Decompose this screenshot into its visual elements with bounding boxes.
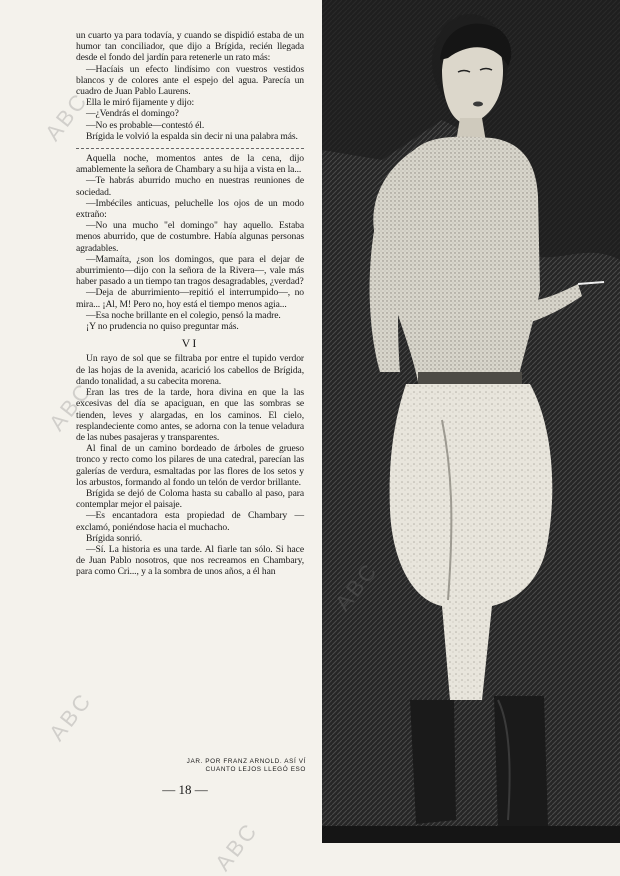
paragraph: Brígida le volvió la espalda sin decir ni una palabra más.	[86, 130, 298, 142]
section-divider	[76, 148, 304, 149]
paragraph: Un rayo de sol que se filtraba por entre el tupido verdor de las hojas de la avenida, acarició los cabellos de Brígida, dando tonalidad, a su cabecita morena.	[76, 353, 304, 387]
article-text-column	[76, 30, 304, 578]
illustration-drawing	[322, 0, 620, 843]
paragraph: —¿Vendrás el domingo?	[86, 108, 179, 120]
watermark-text: ABC	[330, 557, 384, 616]
paragraph: ¡Y no prudencia no quiso preguntar más.	[86, 321, 239, 333]
watermark-text: ABC	[210, 817, 264, 876]
page-number: — 18 —	[162, 782, 208, 797]
paragraph: —Sí. La historia es una tarde. Al fiarle tan sólo. Si hace de Juan Pablo nosotros, que nos recreamos en Chambary, para como Cri..., y a la sombra de unos años, a él han	[76, 543, 304, 578]
paragraph: un cuarto ya para todavía, y cuando se dispidió estaba de un humor tan conciliador, que dijo a Brígida, recién llegada desde el fondo del jardín para retenerle un rato más:	[76, 30, 304, 64]
paragraph: Eran las tres de la tarde, hora divina en que la las excesivas del día se apaciguan, en que las sombras se tienden, leves y alargadas, en los caminos. El cielo, resplandeciente como antes, se adorna con la tenue veladura de las nubes pasajeras y transparentes.	[76, 387, 304, 443]
paragraph: —Te habrás aburrido mucho en nuestras reuniones de sociedad.	[76, 175, 304, 198]
paragraph: —Deja de aburrimiento—repitió el interrumpido—, no mira... ¡Al, M! Pero no, hoy está el tiempo menos agia...	[76, 287, 304, 310]
paragraph: —Esa noche brillante en el colegio, pensó la madre.	[86, 309, 281, 321]
watermark-text: ABC	[44, 687, 98, 746]
paragraph: —No una mucho "el domingo" hay aquello. Estaba menos aburrido, que de costumbre. Había algunas personas agradables.	[76, 220, 304, 254]
watermark-text: ABC	[44, 377, 98, 436]
section-number: VI	[181, 336, 199, 351]
paragraph: —Hacíais un efecto lindísimo con vuestros vestidos blancos y de colores ante el espejo del agua. Parecía un cuadro de Juan Pablo Laurens.	[76, 63, 304, 98]
illustration-woman-riding-outfit	[322, 0, 620, 843]
paragraph: Brígida se dejó de Coloma hasta su caballo al paso, para contemplar mejor el paisaje.	[76, 487, 304, 511]
illustration-caption	[158, 758, 306, 774]
paragraph: Ella le miró fijamente y dijo:	[86, 97, 195, 109]
paragraph: —Imbéciles anticuas, peluchelle los ojos de un modo extraño:	[76, 197, 304, 221]
paragraph: Al final de un camino bordeado de árboles de grueso tronco y recto como los pilares de una catedral, parecían las galerías de verdura, esmaltadas por las flores de los setos y los arbustos, formando al fondo un telón de verdor brillante.	[76, 443, 304, 488]
paragraph: —No es probable—contestó él.	[86, 119, 205, 131]
paragraph: —Es encantadora esta propiedad de Chambary —exclamó, poniéndose hacia el muchacho.	[76, 510, 304, 533]
paragraph: —Mamaíta, ¿son los domingos, que para el dejar de aburrimiento—dijo con la señora de la Rivera—, vale más haber pasado a un tiempo tan tragos desagradables, ¿verdad?	[76, 253, 304, 288]
watermark-text: ABC	[40, 87, 94, 146]
paragraph: Brígida sonrió.	[86, 532, 143, 544]
caption-line: CUANTO LEJOS LLEGÓ ESO	[205, 766, 306, 773]
caption-line: JAR. POR FRANZ ARNOLD. ASÍ VÍ	[186, 758, 306, 765]
paragraph: Aquella noche, momentos antes de la cena, dijo amablemente la señora de Chambary a su hija a vista en la...	[76, 153, 304, 176]
